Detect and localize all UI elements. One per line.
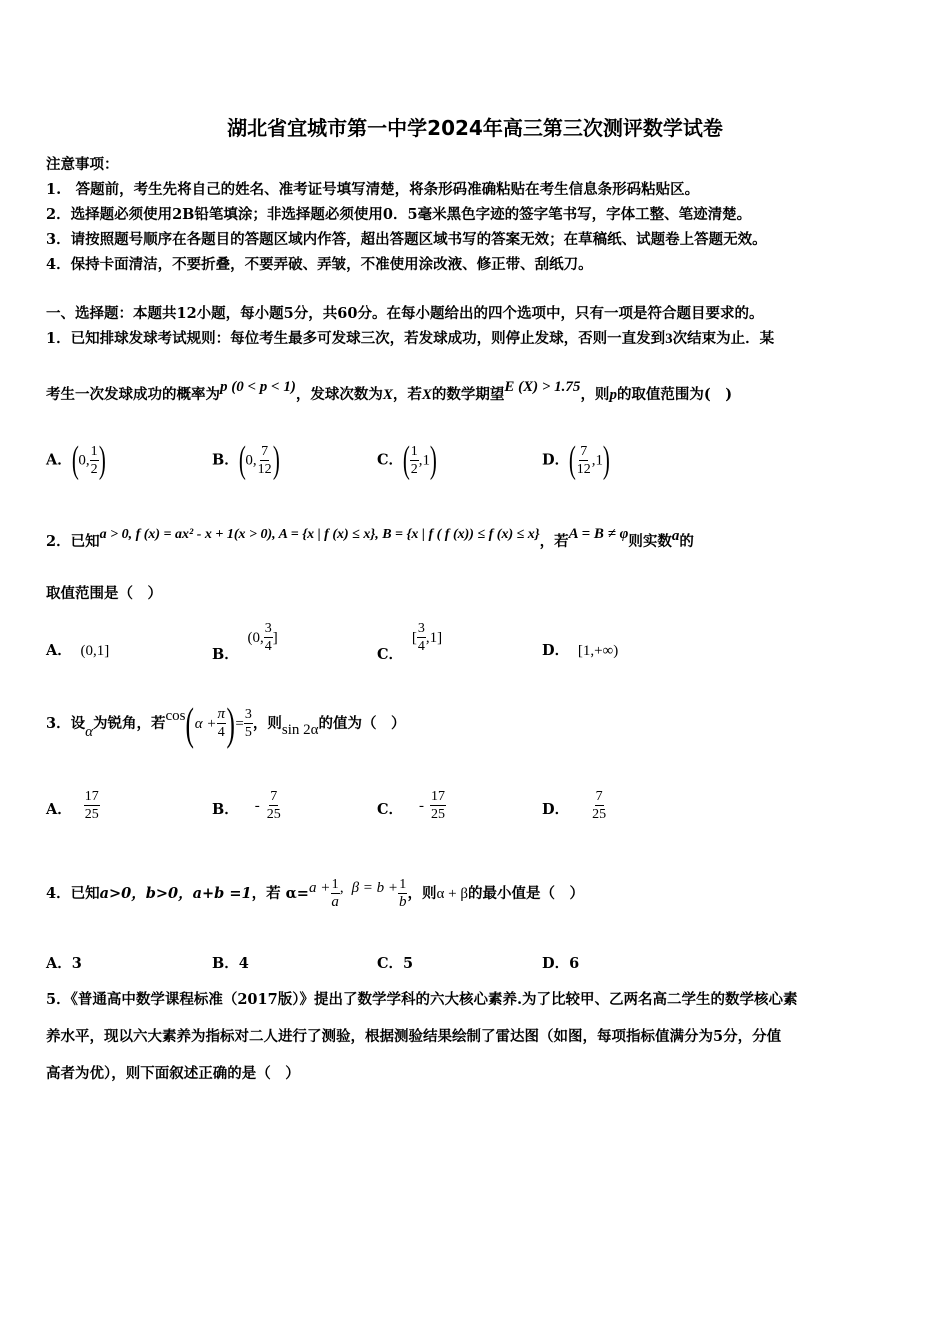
paren-left: ( xyxy=(238,439,246,481)
q3-inner: α + xyxy=(194,716,217,732)
q2-condition: A = B ≠ φ xyxy=(568,526,629,542)
q3-text-b: 为锐角，若 xyxy=(92,715,166,732)
option-fraction xyxy=(90,443,99,478)
denominator: 2 xyxy=(410,461,418,477)
q1-text-f: 的取值范围为( ) xyxy=(616,386,733,403)
denominator: 4 xyxy=(264,639,272,654)
denominator: b xyxy=(399,894,407,910)
q3-text-a: 3．设 xyxy=(46,715,86,732)
numerator: 3 xyxy=(264,621,272,636)
q4-option-c[interactable] xyxy=(377,952,413,973)
option-label: B． xyxy=(212,801,239,818)
numerator: 1 xyxy=(331,877,339,892)
paren-left: ( xyxy=(185,697,195,749)
q2-text-c: 则实数 xyxy=(628,533,672,550)
q3-sin: sin 2α xyxy=(281,722,319,738)
option-label: A． xyxy=(46,642,65,659)
q4-alpha-expr: a + xyxy=(308,880,331,896)
denominator: 4 xyxy=(417,639,425,654)
q2-line1 xyxy=(46,527,694,558)
numerator: 3 xyxy=(244,707,252,722)
option-label: D． xyxy=(542,801,570,818)
option-post: ,1] xyxy=(425,630,443,646)
option-label: B． xyxy=(212,955,239,972)
option-post: ,1 xyxy=(418,452,430,469)
q1-p: p xyxy=(609,387,617,403)
q4-line xyxy=(46,870,584,917)
q1-option-a[interactable] xyxy=(46,438,105,482)
option-label: A． xyxy=(46,801,72,818)
q4-one-over-b xyxy=(398,876,408,911)
option-label: A． xyxy=(46,955,72,972)
option-label: B． xyxy=(212,646,232,663)
notice-item: 3．请按照题号顺序在各题目的答题区域内作答，超出答题区域书写的答案无效；在草稿纸、试题卷上答题无效。 xyxy=(46,231,767,248)
denominator: 5 xyxy=(244,725,252,740)
q4-option-b[interactable] xyxy=(212,952,249,973)
option-text: [1,+∞) xyxy=(577,643,619,659)
option-label: D． xyxy=(542,642,562,659)
paren-right: ) xyxy=(98,439,106,481)
q4-beta-expr: β = b + xyxy=(351,880,399,896)
q4-one-over-a xyxy=(330,876,340,911)
option-fraction xyxy=(430,788,446,823)
q1-text-c: ，若 xyxy=(392,386,422,403)
q2-option-d[interactable] xyxy=(542,637,618,660)
denominator: 2 xyxy=(90,461,98,477)
option-fraction xyxy=(576,443,592,478)
q2-text-d: 的 xyxy=(679,533,694,550)
denominator: 25 xyxy=(266,807,281,822)
numerator: 7 xyxy=(261,443,269,459)
numerator: 7 xyxy=(580,443,588,459)
q4-option-a[interactable] xyxy=(46,952,82,973)
q4-text-a: 4．已知 xyxy=(46,885,100,902)
numerator: 7 xyxy=(270,789,278,804)
q1-three: 3 xyxy=(665,331,673,347)
paren-right: ) xyxy=(226,697,235,749)
q2-formula: a > 0, f (x) = ax² - x + 1(x > 0), A = {x | f (x) ≤ x}, B = {x | f ( f (x)) ≤ f (x) ≤ x} xyxy=(99,527,540,542)
notice-item: 1. 答题前，考生先将自己的姓名、准考证号填写清楚，将条形码准确粘贴在考生信息条形码粘贴区。 xyxy=(46,181,700,198)
option-label: D． xyxy=(542,955,570,972)
numerator: π xyxy=(217,706,226,722)
option-label: C． xyxy=(377,451,404,469)
denominator: 12 xyxy=(576,461,591,477)
q1-p-range: p (0 < p < 1) xyxy=(220,379,296,395)
option-text: (0,1] xyxy=(80,643,110,659)
q4-text-b: ，若 α= xyxy=(251,885,309,902)
option-fraction xyxy=(266,788,282,823)
q4-condition: a>0，b>0，a+b =1 xyxy=(99,885,252,902)
denominator: 25 xyxy=(84,807,99,822)
denominator: a xyxy=(331,894,339,910)
option-label: B． xyxy=(212,451,239,469)
q3-cos: cos xyxy=(165,708,186,724)
q1-expectation: E (X) > 1.75 xyxy=(504,379,581,395)
numerator: 17 xyxy=(431,789,446,804)
option-text: 3 xyxy=(71,955,82,972)
q4-text-c: ，则 xyxy=(407,885,437,902)
paren-right: ) xyxy=(272,439,280,481)
denominator: 12 xyxy=(257,461,272,477)
q2-text-b: ，若 xyxy=(539,533,569,550)
option-fraction xyxy=(257,443,273,478)
q3-three-fifths xyxy=(244,706,253,741)
option-fraction xyxy=(410,443,419,478)
q5-line: 养水平，现以六大素养为指标对二人进行了测验，根据测验结果绘制了雷达图（如图，每项指标值满分为5分，分值 xyxy=(46,1028,782,1045)
q1-X: X xyxy=(382,387,393,403)
numerator: 1 xyxy=(410,443,418,459)
option-text: 5 xyxy=(403,955,414,972)
q2-option-c[interactable] xyxy=(377,620,443,663)
q4-option-d[interactable] xyxy=(542,952,579,973)
q1-option-b[interactable] xyxy=(212,438,279,482)
paren-right: ) xyxy=(602,439,610,481)
option-post: ,1 xyxy=(591,452,603,469)
option-pre: 0, xyxy=(78,452,90,469)
q3-line xyxy=(46,697,406,749)
option-pre: 0, xyxy=(245,452,257,469)
q3-text-d: 的值为（ ） xyxy=(318,715,406,732)
notice-heading: 注意事项： xyxy=(46,156,119,173)
denominator: 4 xyxy=(217,725,225,740)
q2-text-a: 2．已知 xyxy=(46,533,100,550)
paren-right: ) xyxy=(429,439,437,481)
numerator: 17 xyxy=(84,789,99,804)
q1-text-e: ，则 xyxy=(580,386,610,403)
numerator: 1 xyxy=(90,443,98,459)
q4-sum: α + β xyxy=(436,886,468,902)
numerator: 1 xyxy=(399,877,407,892)
q4-comma: , xyxy=(339,880,344,896)
q3-alpha: α xyxy=(85,724,93,740)
option-pre: (0, xyxy=(247,630,264,646)
paren-left: ( xyxy=(71,439,79,481)
q3-pi-over-4 xyxy=(217,706,227,741)
numerator: 7 xyxy=(595,789,603,804)
option-fraction xyxy=(417,620,426,655)
q1-text: 1．已知排球发球考试规则：每位考生最多可发球三次，若发球成功，则停止发球，否则一直发到 xyxy=(46,330,666,347)
option-post: ] xyxy=(272,630,278,646)
q3-option-a[interactable] xyxy=(46,788,100,823)
q5-line: 高者为优），则下面叙述正确的是（ ） xyxy=(46,1065,300,1082)
q4-text-d: 的最小值是（ ） xyxy=(467,885,584,902)
option-label: D． xyxy=(542,451,570,469)
q1-option-c[interactable] xyxy=(377,438,437,482)
denominator: 25 xyxy=(431,807,446,822)
option-sign: - xyxy=(254,798,260,814)
notice-item: 4．保持卡面清洁，不要折叠，不要弄破、弄皱，不准使用涂改液、修正带、刮纸刀。 xyxy=(46,256,593,273)
q1-X2: X xyxy=(421,387,432,403)
notice-item: 2．选择题必须使用2B铅笔填涂；非选择题必须使用0．5毫米黑色字迹的签字笔书写，字体工整、笔迹清楚。 xyxy=(46,206,752,223)
option-label: C． xyxy=(377,801,404,818)
q5-line: 5．《普通高中数学课程标准（2017版）》提出了数学学科的六大核心素养.为了比较甲、乙两名高二学生的数学核心素 xyxy=(46,991,798,1008)
q3-option-c[interactable] xyxy=(377,788,446,823)
option-pre: [ xyxy=(411,630,417,646)
q1-text-b2: ，发球次数为 xyxy=(295,386,383,403)
option-text: 6 xyxy=(569,955,580,972)
section-heading: 一、选择题：本题共12小题，每小题5分，共60分。在每小题给出的四个选项中，只有一项是符合题目要求的。 xyxy=(46,305,764,322)
page-title: 湖北省宜城市第一中学2024年高三第三次测评数学试卷 xyxy=(227,116,723,140)
q1-line1 xyxy=(46,327,774,348)
option-label: A． xyxy=(46,451,72,469)
option-label: C． xyxy=(377,955,404,972)
option-sign: - xyxy=(419,798,425,814)
paren-left: ( xyxy=(402,439,410,481)
q1-line2 xyxy=(46,380,732,410)
denominator: 25 xyxy=(592,807,607,822)
q1-text-a: 考生一次发球成功的概率为 xyxy=(46,386,220,403)
option-fraction xyxy=(591,788,607,823)
q3-option-b[interactable] xyxy=(212,788,282,823)
q3-equals: = xyxy=(235,716,244,732)
numerator: 3 xyxy=(417,621,425,636)
q2-option-a[interactable] xyxy=(46,637,109,660)
paren-left: ( xyxy=(568,439,576,481)
option-text: 4 xyxy=(238,955,249,972)
option-label: C． xyxy=(377,646,396,663)
q2-line2: 取值范围是（ ） xyxy=(46,585,162,602)
q1-text-b: 次结束为止．某 xyxy=(672,330,775,347)
q3-option-d[interactable] xyxy=(542,788,607,823)
q3-text-c: ，则 xyxy=(252,715,282,732)
q1-option-d[interactable] xyxy=(542,438,610,482)
q1-text-d: 的数学期望 xyxy=(431,386,505,403)
q2-a: a xyxy=(671,528,680,544)
option-fraction xyxy=(84,788,100,823)
q2-option-b[interactable] xyxy=(212,620,278,663)
option-fraction xyxy=(264,620,273,655)
